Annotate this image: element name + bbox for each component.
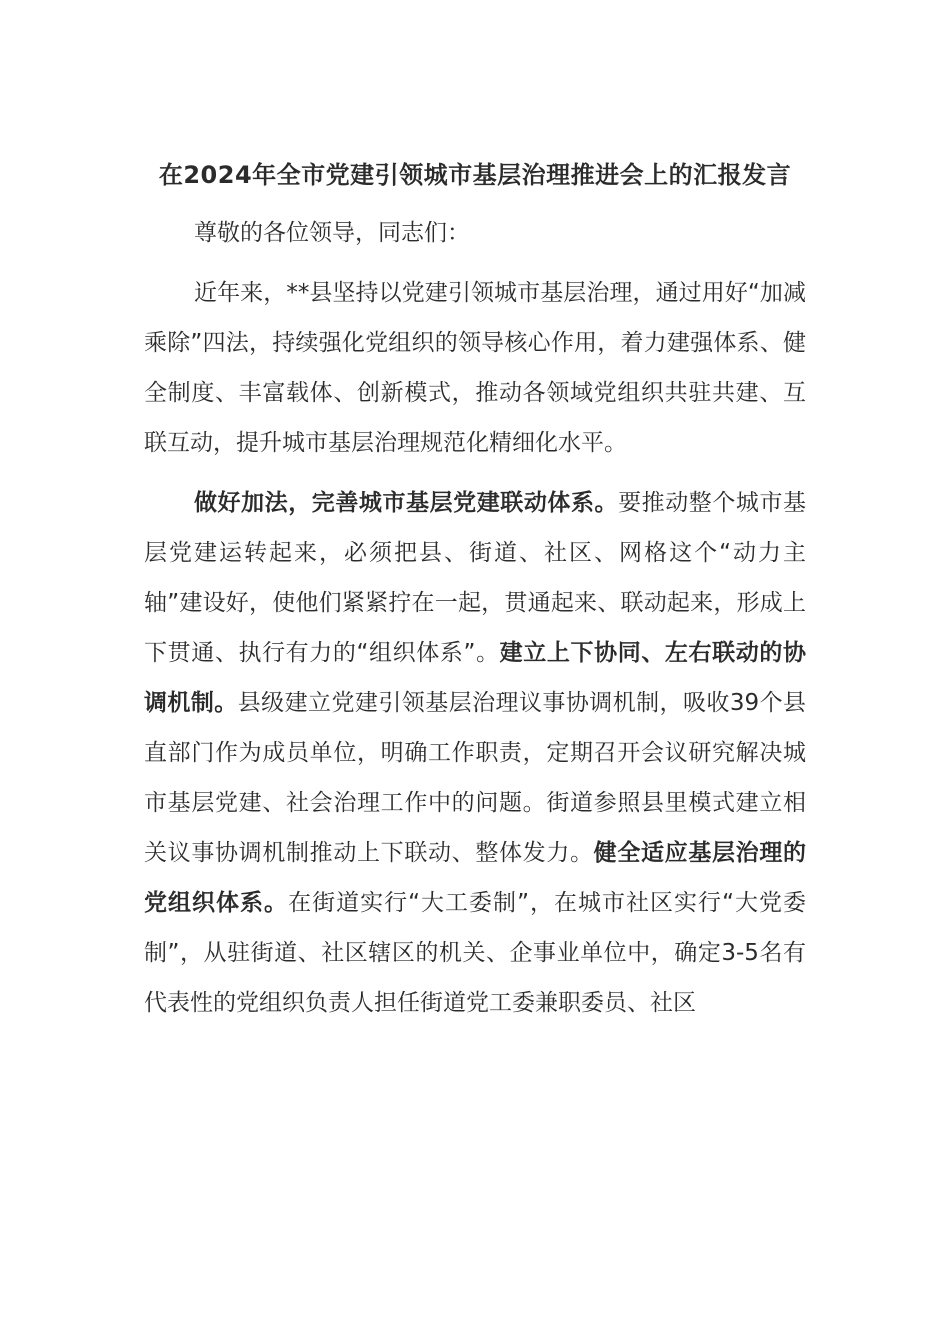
document-body <box>144 150 806 1028</box>
subheading-coordination-mechanism: 建立上下协同、左右联动的协调机制。 <box>144 640 806 716</box>
section-heading-addition: 做好加法，完善城市基层党建联动体系。 <box>194 490 619 516</box>
document-title: 在2024年全市党建引领城市基层治理推进会上的汇报发言 <box>158 161 792 189</box>
addition-section-paragraph <box>144 478 806 1028</box>
text-party-organization-system: 在街道实行“大工委制”，在城市社区实行“大党委制”，从驻街道、社区辖区的机关、企事业单位中，确定3-5名有代表性的党组织负责人担任街道党工委兼职委员、社区 <box>144 890 807 1016</box>
section-text-addition: 要推动整个城市基层党建运转起来，必须把县、街道、社区、网格这个“动力主轴”建设好，使他们紧紧拧在一起，贯通起来、联动起来，形成上下贯通、执行有力的“组织体系”。 <box>144 490 807 666</box>
intro-paragraph: 近年来，**县坚持以党建引领城市基层治理，通过用好“加减乘除”四法，持续强化党组织的领导核心作用，着力建强体系、健全制度、丰富载体、创新模式，推动各领域党组织共驻共建、互联互动，提升城市基层治理规范化精细化水平。 <box>144 280 806 456</box>
text-coordination-mechanism: 县级建立党建引领基层治理议事协调机制，吸收39个县直部门作为成员单位，明确工作职责，定期召开会议研究解决城市基层党建、社会治理工作中的问题。街道参照县里模式建立相关议事协调机制推动上下联动、整体发力。 <box>144 690 806 866</box>
subheading-party-organization-system: 健全适应基层治理的党组织体系。 <box>144 840 807 916</box>
salutation: 尊敬的各位领导，同志们： <box>194 220 470 246</box>
